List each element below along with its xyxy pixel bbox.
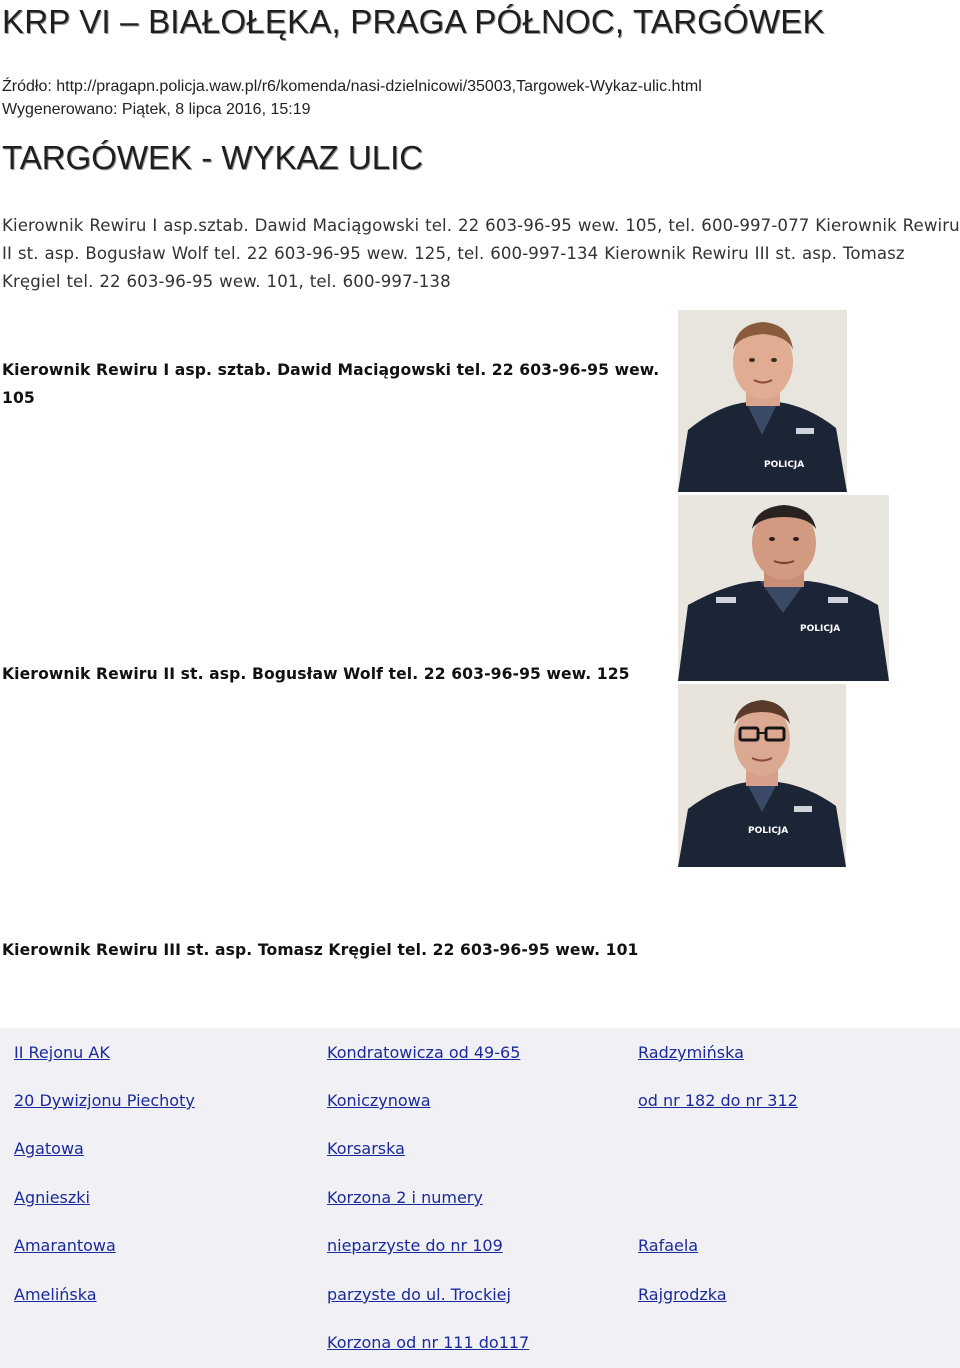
street-link[interactable]: Agatowa bbox=[14, 1139, 84, 1158]
officer-caption-2: Kierownik Rewiru II st. asp. Bogusław Wolf tel. 22 603-96-95 wew. 125 bbox=[2, 665, 630, 683]
street-link[interactable]: Korzona 2 i numery bbox=[327, 1188, 483, 1207]
street-link[interactable]: Amelińska bbox=[14, 1285, 97, 1304]
street-link[interactable]: nieparzyste do nr 109 bbox=[327, 1236, 503, 1255]
badge-text-1: POLICJA bbox=[764, 460, 805, 470]
street-link[interactable]: II Rejonu AK bbox=[14, 1043, 110, 1062]
street-link[interactable]: Amarantowa bbox=[14, 1236, 116, 1255]
officer-photo-1 bbox=[678, 310, 847, 492]
street-link[interactable]: Rafaela bbox=[638, 1236, 699, 1255]
street-link[interactable]: Korzona od nr 111 do117 bbox=[327, 1333, 530, 1352]
street-link[interactable]: Agnieszki bbox=[14, 1188, 90, 1207]
document-title: KRP VI – BIAŁOŁĘKA, PRAGA PÓŁNOC, TARGÓWEK bbox=[2, 3, 825, 40]
officer-photo-2 bbox=[678, 495, 889, 681]
street-list bbox=[0, 1028, 960, 1368]
badge-text-3: POLICJA bbox=[748, 826, 789, 836]
street-link[interactable]: Korsarska bbox=[327, 1139, 405, 1158]
generated-date: Wygenerowano: Piątek, 8 lipca 2016, 15:19 bbox=[2, 101, 311, 118]
street-link[interactable]: Rajgrodzka bbox=[638, 1285, 727, 1304]
street-link[interactable]: Radzymińska bbox=[638, 1043, 744, 1062]
page-title: TARGÓWEK - WYKAZ ULIC bbox=[2, 139, 424, 176]
street-link[interactable]: Koniczynowa bbox=[327, 1091, 431, 1110]
badge-text-2: POLICJA bbox=[800, 624, 841, 634]
street-link[interactable]: parzyste do ul. Trockiej bbox=[327, 1285, 511, 1304]
street-link[interactable]: od nr 182 do nr 312 bbox=[638, 1091, 798, 1110]
officer-caption-3: Kierownik Rewiru III st. asp. Tomasz Kręgiel tel. 22 603-96-95 wew. 101 bbox=[2, 941, 639, 959]
intro-text: Kierownik Rewiru I asp.sztab. Dawid Maciągowski tel. 22 603-96-95 wew. 105, tel. 600-997-077 Kierownik Rewiru II st. asp. Bogusław Wolf tel. 22 603-96-95 wew. 125, tel. 600-997-134 Kierownik Rewiru III st. asp. Tomasz Kręgiel tel. 22 603-96-95 wew. 101, tel. 600-997-138 bbox=[2, 216, 960, 291]
street-link[interactable]: 20 Dywizjonu Piechoty bbox=[14, 1091, 195, 1110]
source-url: Źródło: http://pragapn.policja.waw.pl/r6/komenda/nasi-dzielnicowi/35003,Targowek-Wykaz-ulic.html bbox=[2, 78, 702, 95]
street-link[interactable]: Kondratowicza od 49-65 bbox=[327, 1043, 521, 1062]
officer-caption-1: Kierownik Rewiru I asp. sztab. Dawid Maciągowski tel. 22 603-96-95 wew. 105 bbox=[2, 361, 660, 407]
officer-photo-3 bbox=[678, 684, 846, 867]
